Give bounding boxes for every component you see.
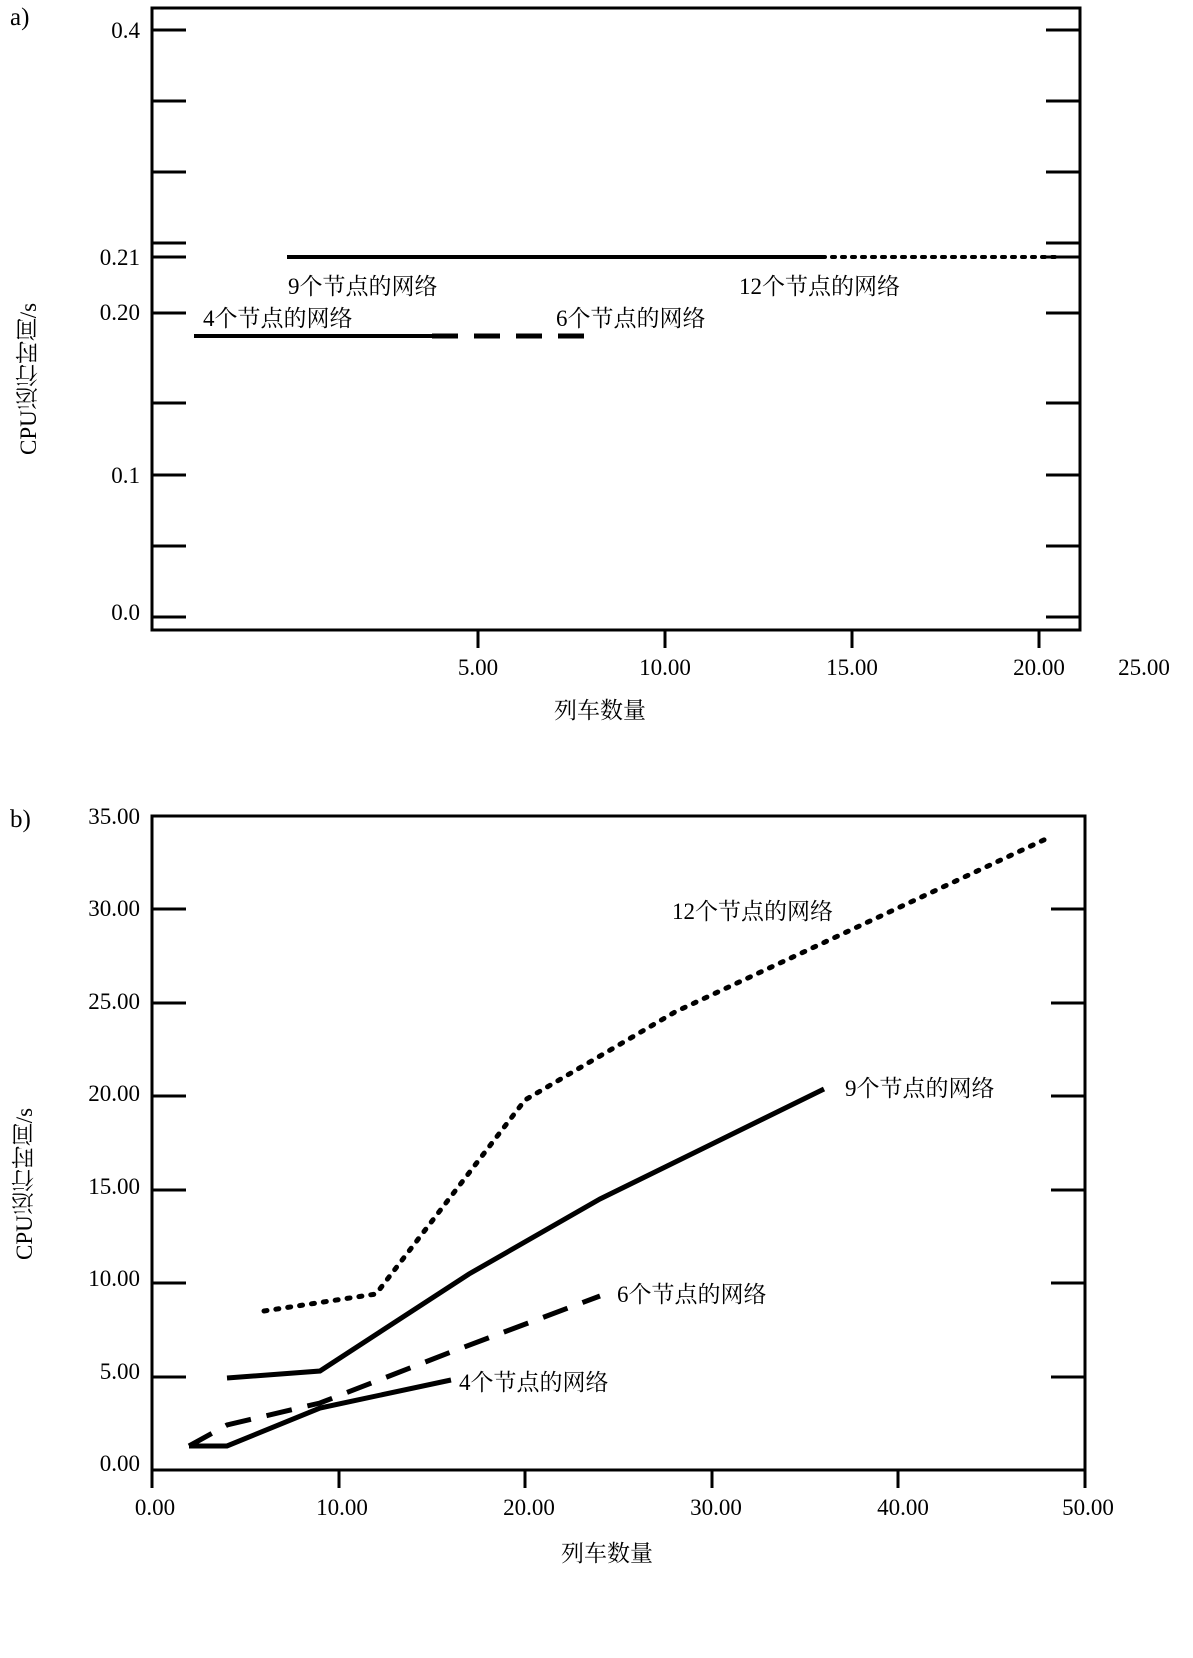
- panel-b-series-12nodes: [264, 838, 1048, 1311]
- panel-a-plot: [0, 0, 1193, 745]
- panel-a-ytick-label: 0.20: [99, 300, 140, 325]
- panel-b-xtick-label: 40.00: [877, 1495, 929, 1520]
- panel-b-series-label-12nodes: 12个节点的网络: [672, 899, 833, 924]
- panel-b-ytick-label: 20.00: [88, 1081, 140, 1106]
- panel-a-xtick-label: 20.00: [1013, 655, 1065, 680]
- panel-a: [0, 0, 1193, 745]
- panel-a-series-label-9nodes: 9个节点的网络: [288, 274, 438, 299]
- panel-a-y-ticks: [152, 30, 186, 617]
- panel-b-x-ticks: [152, 1470, 1085, 1488]
- panel-a-label: a): [10, 4, 30, 31]
- panel-b-xtick-label: 10.00: [316, 1495, 368, 1520]
- panel-b-ytick-label: 0.00: [99, 1451, 140, 1476]
- panel-b-series-label-6nodes: 6个节点的网络: [617, 1282, 767, 1307]
- panel-b-ytick-label: 5.00: [99, 1359, 140, 1384]
- panel-b-xtick-label: 50.00: [1062, 1495, 1114, 1520]
- panel-a-series-label-12nodes: 12个节点的网络: [739, 274, 900, 299]
- panel-b-ytick-label: 10.00: [88, 1266, 140, 1291]
- panel-a-xtick-label: 15.00: [826, 655, 878, 680]
- panel-b: [0, 770, 1193, 1658]
- panel-a-series-label-4nodes: 4个节点的网络: [203, 306, 353, 331]
- panel-b-label: b): [10, 806, 31, 833]
- panel-b-series-6nodes: [189, 1296, 600, 1446]
- panel-a-x-axis-title: 列车数量: [554, 698, 646, 723]
- panel-a-series-label-6nodes: 6个节点的网络: [556, 306, 706, 331]
- panel-b-xtick-label: 0.00: [134, 1495, 176, 1520]
- panel-b-series-label-4nodes: 4个节点的网络: [459, 1370, 609, 1395]
- panel-b-xtick-label: 20.00: [503, 1495, 555, 1520]
- panel-b-series-9nodes: [227, 1089, 824, 1378]
- panel-b-x-axis-title: 列车数量: [561, 1541, 653, 1566]
- panel-b-y-ticks-right: [1051, 816, 1085, 1377]
- panel-b-ytick-label: 30.00: [88, 896, 140, 921]
- panel-a-ytick-label: 0.1: [111, 463, 140, 488]
- panel-b-series-4nodes: [189, 1380, 451, 1446]
- panel-a-ytick-label: 0.4: [111, 18, 140, 43]
- panel-a-y-ticks-right: [1046, 30, 1080, 617]
- panel-a-y-axis-title: CPU运行时间/s: [16, 302, 41, 455]
- panel-a-x-ticks: [478, 630, 1039, 648]
- panel-b-ytick-label: 25.00: [88, 989, 140, 1014]
- panel-a-xtick-label: 10.00: [639, 655, 691, 680]
- panel-a-xtick-label: 25.00: [1118, 655, 1170, 680]
- panel-b-ytick-label: 35.00: [88, 804, 140, 829]
- panel-b-y-axis-title: CPU运行时间/s: [12, 1107, 37, 1260]
- panel-a-ytick-label: 0.0: [111, 600, 140, 625]
- panel-a-ytick-label: 0.21: [99, 245, 140, 270]
- panel-b-plot: [0, 770, 1193, 1658]
- panel-b-series-label-9nodes: 9个节点的网络: [845, 1076, 995, 1101]
- panel-a-xtick-label: 5.00: [457, 655, 499, 680]
- panel-b-xtick-label: 30.00: [690, 1495, 742, 1520]
- panel-b-ytick-label: 15.00: [88, 1174, 140, 1199]
- panel-b-y-ticks: [152, 816, 186, 1377]
